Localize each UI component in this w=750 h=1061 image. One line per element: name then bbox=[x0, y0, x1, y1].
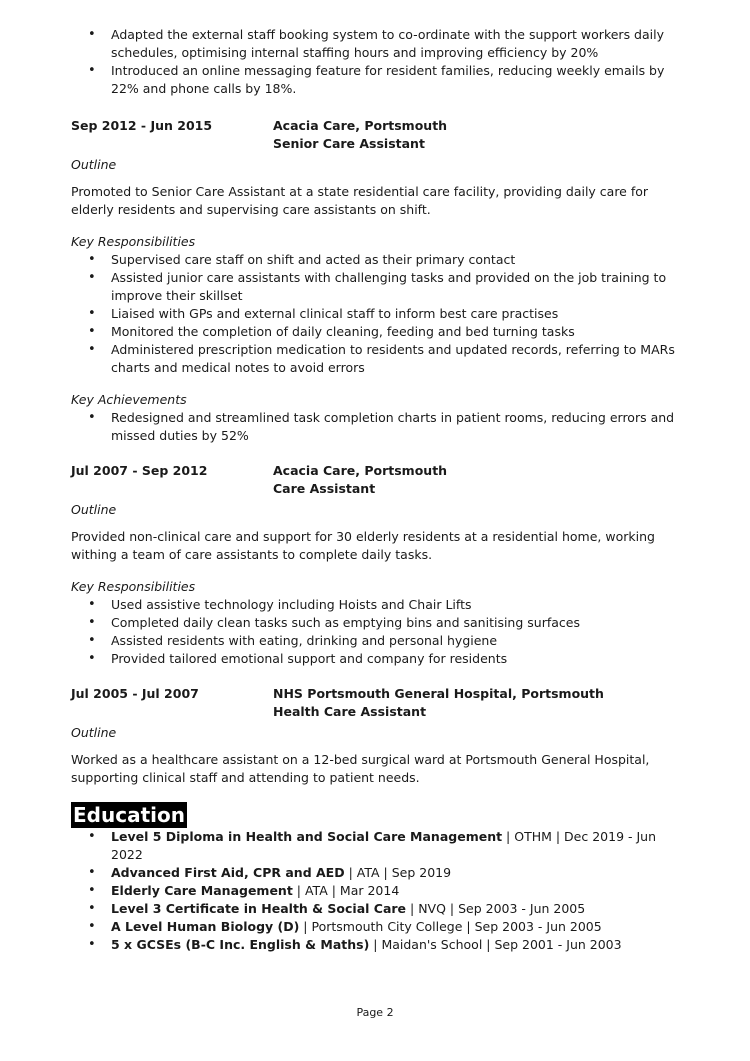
outline-label: Outline bbox=[71, 725, 117, 740]
list-item bbox=[71, 882, 681, 900]
list-item bbox=[71, 900, 681, 918]
list-item: • Liaised with GPs and external clinical staff to inform best care practises bbox=[71, 305, 681, 323]
responsibilities-list bbox=[71, 251, 681, 377]
responsibilities-label: Key Responsibilities bbox=[71, 234, 196, 249]
qualification-details: | OTHM | Dec 2019 - Jun 2022 bbox=[111, 829, 657, 862]
list-item: • Assisted residents with eating, drinking and personal hygiene bbox=[71, 632, 681, 650]
job-title: Care Assistant bbox=[273, 481, 376, 496]
outline-label: Outline bbox=[71, 502, 117, 517]
list-item: • Used assistive technology including Hoists and Chair Lifts bbox=[71, 596, 681, 614]
qualification-details: | Portsmouth City College | Sep 2003 - Jun 2005 bbox=[299, 919, 602, 934]
responsibilities-label: Key Responsibilities bbox=[71, 579, 196, 594]
list-item: • Adapted the external staff booking system to co-ordinate with the support workers daily schedules, optimising internal staffing hours and improving efficiency by 20% bbox=[71, 26, 681, 62]
job-dates: Sep 2012 - Jun 2015 bbox=[71, 118, 213, 133]
education-list bbox=[71, 828, 681, 954]
job-title: Health Care Assistant bbox=[273, 704, 427, 719]
qualification-details: | Maidan's School | Sep 2001 - Jun 2003 bbox=[369, 937, 622, 952]
list-item: • Monitored the completion of daily cleaning, feeding and bed turning tasks bbox=[71, 323, 681, 341]
list-item bbox=[71, 828, 681, 864]
job-title: Senior Care Assistant bbox=[273, 136, 425, 151]
job-header bbox=[71, 462, 681, 498]
qualification-name: 5 x GCSEs (B-C Inc. English & Maths) bbox=[111, 937, 370, 952]
qualification-name: A Level Human Biology (D) bbox=[111, 919, 300, 934]
responsibilities-list bbox=[71, 596, 681, 668]
prev-job-achievements-list bbox=[71, 26, 681, 98]
qualification-name: Advanced First Aid, CPR and AED bbox=[111, 865, 345, 880]
job-org bbox=[273, 462, 447, 498]
list-item bbox=[71, 864, 681, 882]
job-header bbox=[71, 117, 681, 153]
list-item: • Introduced an online messaging feature for resident families, reducing weekly emails by 22% and phone calls by 18%. bbox=[71, 62, 681, 98]
list-item: • Supervised care staff on shift and acted as their primary contact bbox=[71, 251, 681, 269]
job-entry bbox=[71, 685, 681, 787]
job-org bbox=[273, 685, 604, 721]
resume-page bbox=[71, 26, 681, 954]
list-item bbox=[71, 918, 681, 936]
qualification-name: Level 5 Diploma in Health and Social Care Management bbox=[111, 829, 503, 844]
job-employer: Acacia Care, Portsmouth bbox=[273, 463, 448, 478]
achievements-list bbox=[71, 409, 681, 445]
list-item: • Completed daily clean tasks such as emptying bins and sanitising surfaces bbox=[71, 614, 681, 632]
achievements-label: Key Achievements bbox=[71, 392, 187, 407]
qualification-name: Level 3 Certificate in Health & Social Care bbox=[111, 901, 407, 916]
outline-text: Promoted to Senior Care Assistant at a state residential care facility, providing daily care for elderly residents and supervising care assistants on shift. bbox=[71, 184, 649, 217]
qualification-details: | ATA | Mar 2014 bbox=[292, 883, 400, 898]
outline-text: Provided non-clinical care and support for 30 elderly residents at a residential home, working withing a team of care assistants to complete daily tasks. bbox=[71, 529, 655, 562]
job-dates: Jul 2007 - Sep 2012 bbox=[71, 463, 208, 478]
job-entry bbox=[71, 117, 681, 445]
list-item: • Provided tailored emotional support and company for residents bbox=[71, 650, 681, 668]
page-number: Page 2 bbox=[356, 1006, 394, 1019]
job-org bbox=[273, 117, 447, 153]
job-entry bbox=[71, 462, 681, 668]
qualification-details: | ATA | Sep 2019 bbox=[344, 865, 452, 880]
job-dates: Jul 2005 - Jul 2007 bbox=[71, 686, 199, 701]
outline-label: Outline bbox=[71, 157, 117, 172]
qualification-name: Elderly Care Management bbox=[111, 883, 293, 898]
section-title-education: Education bbox=[73, 803, 185, 827]
list-item: • Assisted junior care assistants with challenging tasks and provided on the job training to improve their skillset bbox=[71, 269, 681, 305]
list-item bbox=[71, 936, 681, 954]
list-item: • Redesigned and streamlined task completion charts in patient rooms, reducing errors and missed duties by 52% bbox=[71, 409, 681, 445]
job-employer: NHS Portsmouth General Hospital, Portsmouth bbox=[273, 686, 604, 701]
education-section bbox=[71, 787, 681, 954]
qualification-details: | NVQ | Sep 2003 - Jun 2005 bbox=[406, 901, 586, 916]
outline-text: Worked as a healthcare assistant on a 12-bed surgical ward at Portsmouth General Hospital, supporting clinical staff and attending to patient needs. bbox=[71, 752, 650, 785]
list-item: • Administered prescription medication to residents and updated records, referring to MARs charts and medical notes to avoid errors bbox=[71, 341, 681, 377]
job-employer: Acacia Care, Portsmouth bbox=[273, 118, 448, 133]
job-header bbox=[71, 685, 681, 721]
